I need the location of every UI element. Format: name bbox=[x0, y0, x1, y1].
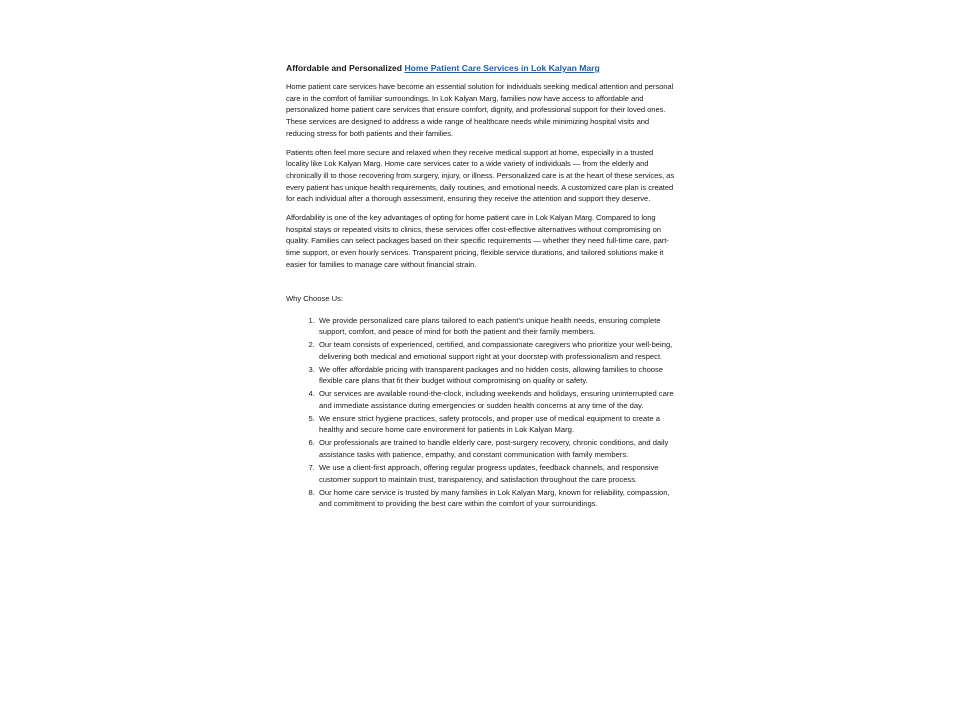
paragraph-personalized: Patients often feel more secure and relaxed when they receive medical support at home, especially in a trusted locality like Lok Kalyan Marg. Home care services cater to a wide variety of individuals — from the elderly and chronically ill to those recovering from surgery, injury, or illness. Personalized care is at the heart of these services, as every patient has unique health requirements, daily routines, and emotional needs. A customized care plan is created for each individual after a thorough assessment, ensuring they receive the attention and support they deserve. bbox=[286, 147, 675, 204]
list-item: 8. Our home care service is trusted by many families in Lok Kalyan Marg, known for reliability, compassion, and commitment to providing the best care within the comfort of your surroundings. bbox=[317, 487, 678, 510]
title-link[interactable]: Home Patient Care Services in Lok Kalyan Marg bbox=[404, 63, 600, 73]
paragraph-intro: Home patient care services have become an essential solution for individuals seeking medical attention and personal care in the comfort of familiar surroundings. In Lok Kalyan Marg, families now have access to affordable and personalized home patient care services that ensure comfort, dignity, and professional support for their loved ones. These services are designed to address a wide range of healthcare needs while minimizing hospital visits and reducing stress for both patients and their families. bbox=[286, 82, 674, 138]
title-prefix: Affordable and Personalized bbox=[286, 63, 405, 73]
list-item: 4. Our services are available round-the-clock, including weekends and holidays, ensuring uninterrupted care and immediate assistance during emergencies or sudden health concerns at any time of the day. bbox=[317, 388, 678, 411]
document-body bbox=[286, 62, 678, 511]
list-item: 3. We offer affordable pricing with transparent packages and no hidden costs, allowing families to choose flexible care plans that fit their budget without compromising on quality or safety. bbox=[317, 364, 678, 387]
list-item: 6. Our professionals are trained to handle elderly care, post-surgery recovery, chronic conditions, and daily assistance tasks with patience, empathy, and constant communication with family members. bbox=[317, 437, 678, 460]
reasons-list bbox=[286, 315, 678, 510]
why-choose-us-heading: Why Choose Us: bbox=[286, 293, 343, 303]
list-item: 5. We ensure strict hygiene practices, safety protocols, and proper use of medical equipment to create a healthy and secure home care environment for patients in Lok Kalyan Marg. bbox=[317, 413, 678, 436]
list-item: 1. We provide personalized care plans tailored to each patient's unique health needs, ensuring complete support, comfort, and peace of mind for both the patient and their family members. bbox=[317, 315, 678, 338]
list-item: 2. Our team consists of experienced, certified, and compassionate caregivers who prioritize your well-being, delivering both medical and emotional support right at your doorstep with professionalism and respect. bbox=[317, 339, 678, 362]
list-item: 7. We use a client-first approach, offering regular progress updates, feedback channels, and responsive customer support to maintain trust, transparency, and satisfaction throughout the care process. bbox=[317, 462, 678, 485]
paragraph-affordability: Affordability is one of the key advantages of opting for home patient care in Lok Kalyan Marg. Compared to long hospital stays or repeated visits to clinics, these services offer cost-effective alternatives without compromising on quality. Families can select packages based on their specific requirements — whether they need full-time care, part-time support, or even hourly services. Transparent pricing, flexible service durations, and tailored solutions make it easier for families to manage care without financial strain. bbox=[286, 213, 669, 269]
document-title bbox=[286, 62, 678, 74]
